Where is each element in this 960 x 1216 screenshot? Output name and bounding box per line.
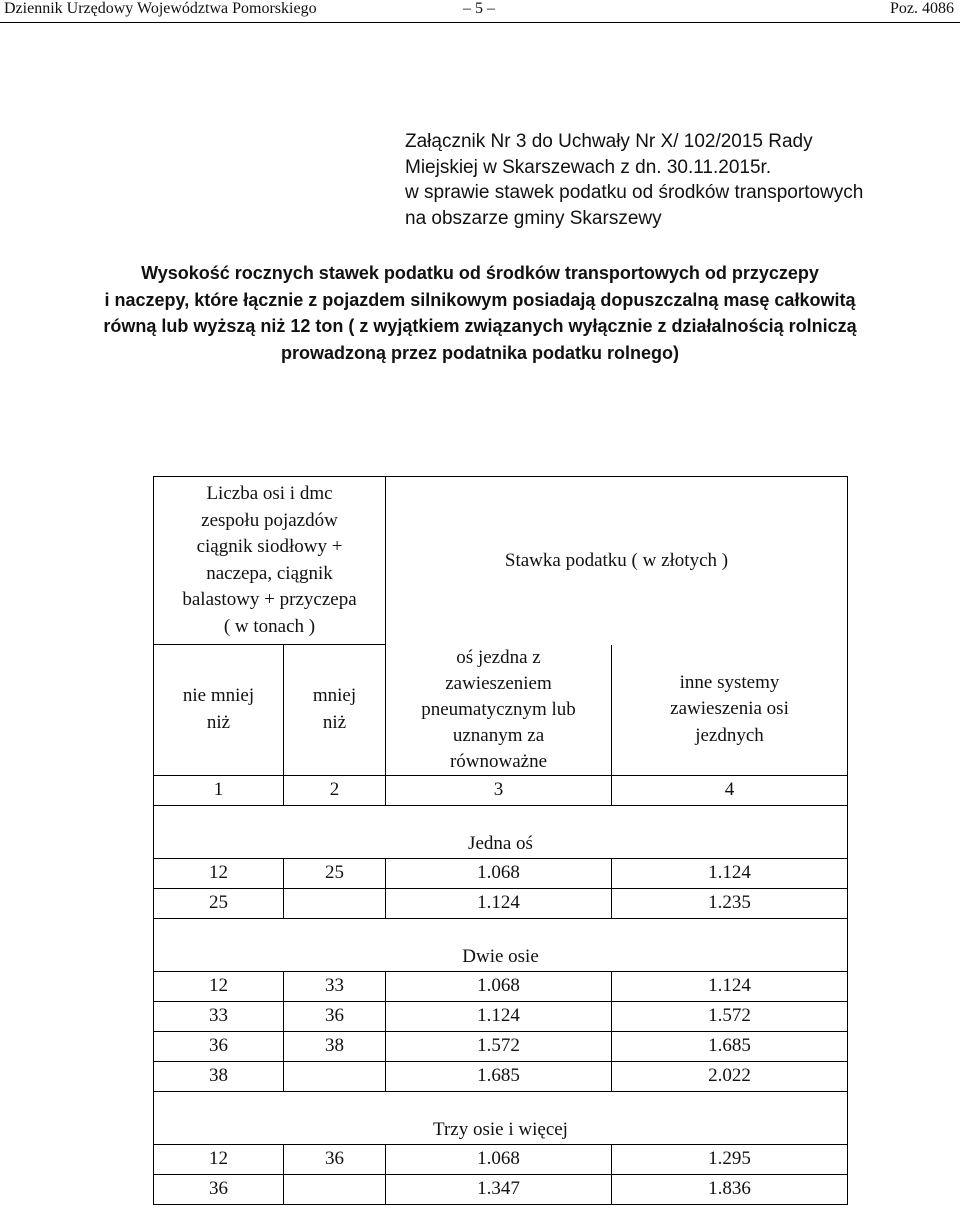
header-not-less-than: nie mniej niż	[154, 645, 284, 776]
table-row	[154, 1144, 848, 1174]
table-row	[154, 1174, 848, 1204]
column-number: 1	[154, 775, 284, 805]
cell-other: 1.124	[612, 858, 848, 888]
table-row	[154, 1061, 848, 1091]
annex-line: Załącznik Nr 3 do Uchwały Nr X/ 102/2015 Rady	[405, 131, 813, 152]
cell-other: 1.124	[612, 971, 848, 1001]
title-line: i naczepy, które łącznie z pojazdem silnikowym posiadają dopuszczalną masę całkowitą	[104, 289, 856, 310]
header-tax-rate: Stawka podatku ( w złotych )	[386, 477, 848, 645]
header-line: naczepa, ciągnik	[206, 562, 333, 584]
cell-from: 12	[154, 971, 284, 1001]
annex-reference	[405, 129, 945, 231]
cell-to: 36	[284, 1144, 386, 1174]
column-numbers-row	[154, 775, 848, 805]
cell-from: 25	[154, 888, 284, 918]
annex-line: Miejskiej w Skarszewach z dn. 30.11.2015r.	[405, 156, 772, 178]
column-number: 2	[284, 775, 386, 805]
header-line: ciągnik siodłowy +	[196, 536, 343, 557]
cell-pneumatic: 1.124	[386, 888, 612, 918]
cell-from: 12	[154, 858, 284, 888]
document-title	[30, 260, 930, 366]
cell-other: 1.836	[612, 1174, 848, 1204]
cell-pneumatic: 1.068	[386, 971, 612, 1001]
cell-to: 38	[284, 1031, 386, 1061]
header-line: balastowy + przyczepa	[182, 589, 357, 610]
table-row	[154, 888, 848, 918]
cell-to: 25	[284, 858, 386, 888]
cell-other: 1.235	[612, 888, 848, 918]
cell-pneumatic: 1.685	[386, 1061, 612, 1091]
table-row	[154, 858, 848, 888]
cell-pneumatic: 1.068	[386, 1144, 612, 1174]
cell-pneumatic: 1.068	[386, 858, 612, 888]
cell-to	[284, 888, 386, 918]
column-number: 3	[386, 775, 612, 805]
section-title-row	[154, 1091, 848, 1144]
header-other-suspension: inne systemy zawieszenia osi jezdnych	[612, 645, 848, 776]
table-row	[154, 1001, 848, 1031]
header-line: ( w tonach )	[223, 615, 316, 637]
cell-from: 36	[154, 1174, 284, 1204]
annex-line: na obszarze gminy Skarszewy	[405, 207, 662, 229]
section-title: Dwie osie	[154, 918, 848, 971]
annex-line: w sprawie stawek podatku od środków transportowych	[405, 182, 864, 203]
cell-to	[284, 1061, 386, 1091]
cell-from: 12	[154, 1144, 284, 1174]
title-line: prowadzoną przez podatnika podatku rolnego)	[280, 342, 679, 363]
section-title: Jedna oś	[154, 805, 848, 858]
header-pneumatic-suspension: oś jezdna z zawieszeniem pneumatycznym lub uznanym za równoważne	[386, 645, 612, 776]
table-row	[154, 971, 848, 1001]
cell-other: 1.685	[612, 1031, 848, 1061]
cell-pneumatic: 1.572	[386, 1031, 612, 1061]
header-less-than: mniej niż	[284, 645, 386, 776]
header-axles-weight	[154, 477, 386, 645]
position-number: Poz. 4086	[890, 0, 954, 17]
tax-rates-table	[153, 476, 848, 1205]
cell-pneumatic: 1.347	[386, 1174, 612, 1204]
title-line: równą lub wyższą niż 12 ton ( z wyjątkiem związanych wyłącznie z działalnością rolniczą	[103, 316, 857, 336]
cell-other: 1.295	[612, 1144, 848, 1174]
cell-other: 1.572	[612, 1001, 848, 1031]
header-line: zespołu pojazdów	[201, 509, 338, 531]
cell-to: 33	[284, 971, 386, 1001]
page-number: – 5 –	[463, 0, 495, 17]
cell-from: 36	[154, 1031, 284, 1061]
title-line: Wysokość rocznych stawek podatku od środków transportowych od przyczepy	[141, 263, 819, 283]
cell-other: 2.022	[612, 1061, 848, 1091]
journal-name: Dziennik Urzędowy Województwa Pomorskiego	[4, 0, 317, 17]
section-title-row	[154, 805, 848, 858]
cell-to	[284, 1174, 386, 1204]
cell-from: 33	[154, 1001, 284, 1031]
cell-from: 38	[154, 1061, 284, 1091]
page-header	[0, 0, 960, 23]
cell-to: 36	[284, 1001, 386, 1031]
cell-pneumatic: 1.124	[386, 1001, 612, 1031]
column-number: 4	[612, 775, 848, 805]
section-title-row	[154, 918, 848, 971]
section-title: Trzy osie i więcej	[154, 1091, 848, 1144]
header-line: Liczba osi i dmc	[206, 483, 333, 504]
table-row	[154, 1031, 848, 1061]
